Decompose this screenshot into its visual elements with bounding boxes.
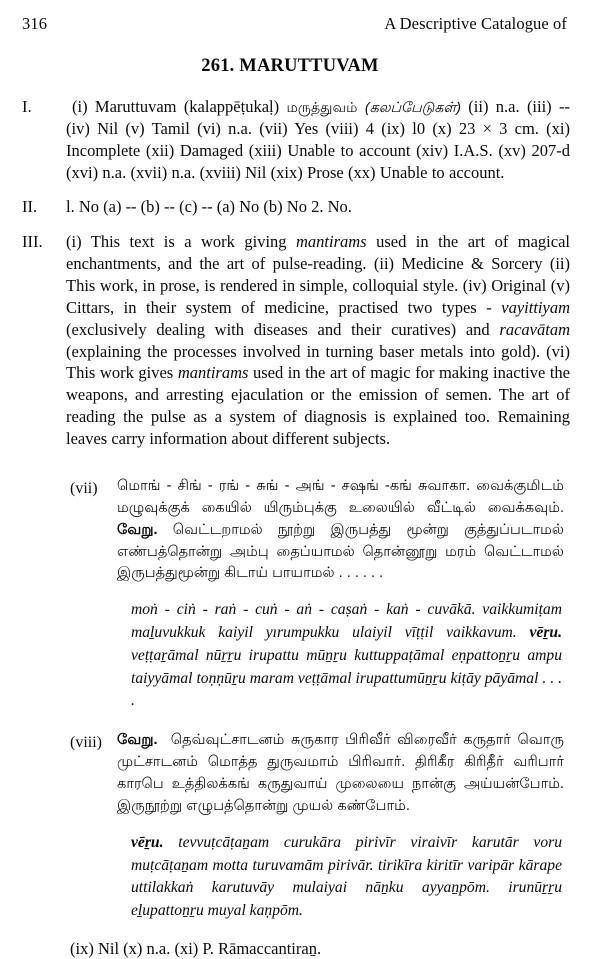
section-i-tamil-title: மருத்துவம் xyxy=(286,100,358,116)
work-heading: 261. MARUTTUVAM xyxy=(201,56,379,76)
section-iii-part2: used in the art of magical enchantments, and the art of pulse-reading. (ii) Medicine & Sorcery (ii) This work, in prose, is rendered in simple, colloquial style. (iv) Original (v) Cittars, in their system of medicine, practised two types - xyxy=(66,232,570,317)
running-head xyxy=(22,14,570,34)
entry-vii-translit-line-1: moṅ - ciṅ - raṅ - cuṅ - aṅ - caṣaṅ - kaṅ - cuvākā. vaikkumiṭam maḻuvukkuk kaiyil yırumpukku ulaiyil vīṭṭil vaikkavum. xyxy=(131,601,562,642)
entry-vii-tamil-veru: வேறு. xyxy=(117,521,158,538)
running-head-title: A Descriptive Catalogue of xyxy=(384,14,567,33)
section-ii xyxy=(22,196,570,218)
section-ii-label: II. xyxy=(22,197,38,217)
section-ii-body: l. No (a) -- (b) -- (c) -- (a) No (b) No 2. No. xyxy=(66,197,352,217)
section-iii-body xyxy=(66,231,570,450)
spacer xyxy=(22,463,570,476)
section-iii xyxy=(22,231,570,450)
entry-viii xyxy=(22,730,570,923)
entry-vii-tamil-line-1: மொங் - சிங் - ரங் - சுங் - அங் - சஷங் -கங் சுவாகா. வைக்குமிடம் மழுவுக்குக் கையில் யிரும்புக்கு உலையில் வீட்டில் வைக்கவும். xyxy=(117,477,564,516)
entry-vii-translit-line-2: veṭṭaṟāmal nūṟṟu irupattu mūṉṟu kuttuppaṭāmal eṇpattoṉṟu ampu taiyyāmal toṇṇūṟu maram veṭṭāmal irupattumūṉṟu kiṭāy pāyāmal . . . . xyxy=(131,646,562,710)
section-i-head: (i) Maruttuvam (kalappēṭukaḷ) xyxy=(72,97,280,116)
section-i-label: I. xyxy=(22,97,32,116)
section-i-tail: (ii) n.a. (iii) -- (iv) Nil (v) Tamil (vi) n.a. (vii) Yes (viii) 4 (ix) l0 (x) 23 × 3 cm. (xi) Incomplete (xii) Damaged (xiii) Unable to account (xiv) I.A.S. (xv) 207-d (xvi) n.a. (xvii) n.a. (xviii) Nil (xix) Prose (xx) Unable to account. xyxy=(66,97,571,182)
entry-viii-tamil-line-1: தெவ்வுட்சாடனம் சுருகார பிரிவீர் விரைவீர் கருதார் வொரு முட்சாடனம் மொத்த துருவமாம் பிரிவார். திரிகீர கிரிதீர் வரிபார் காரபெ உத்திலக்கங் கருதுவாய் முலையை நான்கு அய்யன்போம். xyxy=(117,732,564,792)
spacer xyxy=(22,713,570,730)
entry-vii-label: (vii) xyxy=(70,479,98,497)
entry-viii-translit-line-1: tevvuṭcāṭaṉam curukāra pirivīr viraivīr karutār voru muṭcāṭaṉam motta turuvamām pirivār. tirikīra kiritīr varipār kārape uttilakkaṅ karutuvāy mulaiyai nāṉku ayyaṉpōm. irunūṟṟu eḻupattoṉṟu muyal kaṇpōm. xyxy=(131,833,563,920)
entry-viii-translit xyxy=(117,832,564,923)
entry-final: (ix) Nil (x) n.a. (xi) P. Rāmaccantiraṉ. xyxy=(70,938,322,958)
section-i xyxy=(22,96,570,183)
entry-vii-translit xyxy=(117,599,564,713)
entry-viii-tamil-veru: வேறு. xyxy=(117,732,158,749)
entry-viii-tamil-line-2: இருநூற்று எழுபத்தொன்று முயல் கண்போம். xyxy=(117,797,410,814)
entry-vii-tamil xyxy=(117,476,564,585)
term-racavatam: racavātam xyxy=(499,319,570,339)
entry-viii-body xyxy=(117,730,570,923)
entry-vii-translit-veru: vēṟu. xyxy=(529,624,562,642)
entry-viii-label: (viii) xyxy=(70,734,102,752)
term-mantirams-2: mantirams xyxy=(177,363,249,383)
term-mantirams-1: mantirams xyxy=(296,232,367,252)
entry-viii-tamil xyxy=(117,730,564,818)
section-iii-part1: (i) This text is a work giving xyxy=(66,232,297,252)
section-iii-part3: (exclusively dealing with diseases and their curatives) and xyxy=(66,319,500,339)
entry-vii-body xyxy=(117,476,570,713)
entry-vii-tamil-line-2: வெட்டறாமல் நூற்று இருபத்து மூன்று குத்துப்படாமல் எண்பத்தொன்று அம்பு தைப்யாமல் தொன்னூறு மரம் வெட்டாமல் இருபத்துமூன்று கிடாய் பாயாமல் . . . . . . xyxy=(117,521,564,582)
section-i-tamil-title-alt: (கலப்பேடுகள்) xyxy=(364,100,461,116)
section-iii-part4: (explaining the processes involved in turning baser metals into gold). (vi) This work gives xyxy=(66,341,570,383)
entry-viii-translit-veru: vēṟu. xyxy=(131,833,164,851)
section-iii-label: III. xyxy=(22,232,43,252)
entry-vii xyxy=(22,476,570,713)
term-vayittiyam: vayittiyam xyxy=(501,297,570,317)
page-number: 316 xyxy=(22,14,48,33)
section-i-body xyxy=(66,96,570,183)
section-iii-part5: used in the art of magic for making inactive the weapons, and arresting ejaculation or the emission of semen. The art of reading the pulse as a system of diagnosis is explained too. Remaining leaves carry information about different subjects. xyxy=(66,363,570,449)
